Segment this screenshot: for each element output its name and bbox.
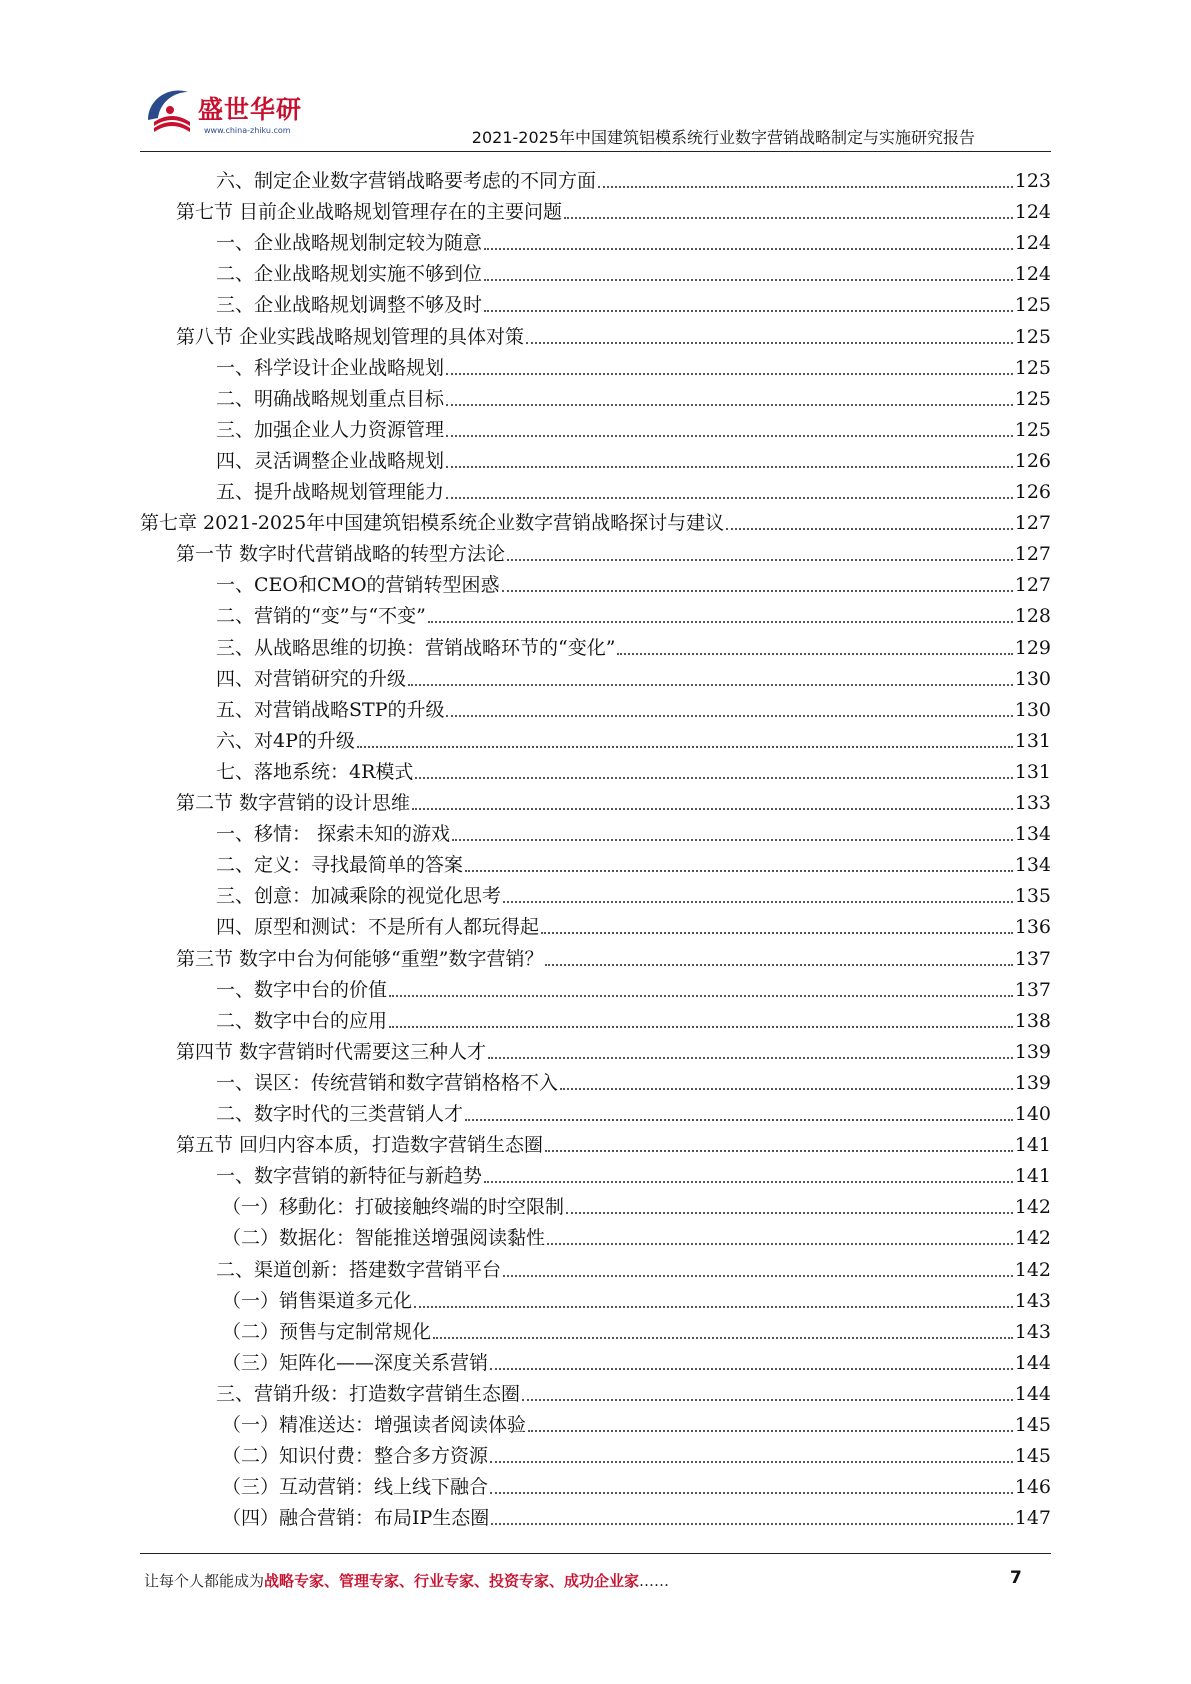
toc-entry[interactable] [216,1064,1051,1095]
toc-entry-title: （二）预售与定制常规化 [222,1320,432,1343]
dot-leader [490,1492,1013,1494]
toc-entry-page: 134 [1014,854,1051,877]
toc-entry-title: 第七节 目前企业战略规划管理存在的主要问题 [176,201,563,224]
toc-entry-title: 六、制定企业数字营销战略要考虑的不同方面 [216,170,597,192]
toc-entry-page: 138 [1014,1009,1051,1032]
toc-entry-title: （二）知识付费：整合多方资源 [222,1445,489,1468]
dot-leader [522,1399,1013,1401]
toc-entry-title: 五、对营销战略STP的升级 [216,698,445,721]
toc-entry-page: 139 [1014,1071,1051,1094]
toc-entry-title: 一、CEO和CMO的营销转型困惑 [216,574,500,597]
toc-entry-title: （一）移動化：打破接触终端的时空限制 [222,1196,565,1219]
toc-entry[interactable] [216,349,1051,380]
toc-entry-title: 七、落地系统：4R模式 [216,760,414,783]
toc-entry-page: 141 [1014,1134,1051,1157]
toc-entry-title: （二）数据化：智能推送增强阅读黏性 [222,1227,546,1250]
page-number: 7 [1010,1568,1022,1588]
dot-leader [446,715,1012,717]
toc-entry-page: 126 [1014,481,1051,503]
toc-entry[interactable] [216,255,1051,286]
toc-entry-title: （一）销售渠道多元化 [222,1289,413,1312]
toc-entry-title: 二、企业战略规划实施不够到位 [216,263,483,286]
toc-entry-page: 125 [1014,325,1051,348]
dot-leader [560,1088,1013,1090]
toc-entry-page: 125 [1014,418,1051,441]
slogan-prefix: 让每个人都能成为 [144,1572,265,1590]
dot-leader [484,248,1013,250]
dot-leader [528,1430,1013,1432]
toc-entry[interactable] [216,1157,1051,1188]
dot-leader [503,1275,1013,1277]
toc-entry[interactable] [216,380,1051,411]
dot-leader [547,1243,1013,1245]
dot-leader [357,746,1013,748]
toc-entry[interactable] [222,1437,1051,1468]
toc-entry-title: （一）精准送达：增强读者阅读体验 [222,1414,527,1436]
toc-entry-title: 二、明确战略规划重点目标 [216,387,445,410]
toc-entry[interactable] [216,971,1051,1002]
toc-entry-title: 第二节 数字营销的设计思维 [176,792,411,814]
footer-divider [140,1553,1051,1554]
dot-leader [617,653,1012,655]
toc-entry[interactable] [176,535,1051,566]
toc-entry-page: 124 [1014,201,1051,224]
toc-entry-title: 三、企业战略规划调整不够及时 [216,294,483,317]
toc-entry-page: 133 [1014,792,1051,814]
logo-url: www.china-zhiku.com [204,126,291,135]
toc-entry-page: 127 [1014,512,1051,535]
toc-entry-page: 126 [1014,449,1051,472]
toc-entry[interactable] [216,597,1051,628]
toc-entry-page: 142 [1014,1258,1051,1281]
toc-entry[interactable] [176,1033,1051,1064]
toc-entry-page: 143 [1014,1289,1051,1312]
toc-entry-page: 127 [1014,543,1051,566]
toc-entry-page: 125 [1014,387,1051,410]
dot-leader [726,528,1013,530]
toc-entry-page: 130 [1014,667,1051,690]
toc-entry-title: 第七章 2021-2025年中国建筑铝模系统企业数字营销战略探讨与建议 [140,512,725,535]
dot-leader [446,404,1013,406]
toc-entry-page: 124 [1014,232,1051,255]
dot-leader [446,435,1013,437]
toc-entry-page: 128 [1014,605,1051,628]
dot-leader [433,1337,1013,1339]
dot-leader [446,466,1013,468]
toc-entry[interactable] [216,286,1051,317]
toc-entry[interactable] [216,815,1051,846]
toc-entry-title: （四）融合营销：布局IP生态圈 [222,1507,490,1530]
toc-entry[interactable] [176,784,1051,815]
toc-entry[interactable] [216,722,1051,753]
toc-entry-page: 140 [1014,1103,1051,1125]
toc-entry-title: 四、灵活调整企业战略规划 [216,449,445,472]
toc-entry[interactable] [222,1313,1051,1344]
dot-leader [408,684,1013,686]
toc-entry-title: 六、对4P的升级 [216,729,355,752]
slogan-suffix: …… [639,1572,670,1590]
company-logo [140,80,315,150]
toc-entry-page: 127 [1014,574,1051,597]
dot-leader [490,1461,1013,1463]
dot-leader [491,1523,1012,1525]
toc-entry-page: 123 [1014,170,1051,192]
dot-leader [490,1368,1013,1370]
toc-entry-page: 142 [1014,1196,1051,1219]
toc-entry-page: 135 [1014,885,1051,908]
toc-entry[interactable] [176,940,1051,971]
toc-entry-title: 三、加强企业人力资源管理 [216,418,445,441]
toc-entry[interactable] [222,1499,1051,1530]
toc-entry[interactable] [216,660,1051,691]
toc-entry[interactable] [176,1126,1051,1157]
toc-entry[interactable] [216,224,1051,255]
toc-entry[interactable] [140,504,1051,535]
toc-entry[interactable] [222,1188,1051,1219]
toc-entry-page: 145 [1014,1445,1051,1468]
toc-entry-page: 141 [1014,1165,1051,1188]
toc-entry[interactable] [222,1282,1051,1313]
dot-leader [566,1212,1013,1214]
toc-entry-title: 二、定义：寻找最简单的答案 [216,854,464,877]
toc-entry[interactable] [176,318,1051,349]
toc-entry-title: 三、创意：加减乘除的视觉化思考 [216,885,502,908]
toc-entry-page: 137 [1014,978,1051,1001]
toc-entry-title: 第三节 数字中台为何能够“重塑”数字营销？ [176,947,544,970]
dot-leader [446,373,1013,375]
dot-leader [484,279,1013,281]
toc-entry-title: 二、渠道创新：搭建数字营销平台 [216,1258,502,1281]
dot-leader [488,1057,1013,1059]
dot-leader [507,559,1013,561]
toc-entry-title: 第一节 数字时代营销战略的转型方法论 [176,543,506,566]
toc-entry[interactable] [216,566,1051,597]
toc-entry[interactable] [222,1219,1051,1250]
toc-entry-page: 139 [1014,1040,1051,1063]
toc-entry-page: 125 [1014,294,1051,317]
toc-entry[interactable] [216,1251,1051,1282]
dot-leader [598,186,1013,188]
toc-entry-page: 145 [1014,1414,1051,1436]
toc-entry-page: 124 [1014,263,1051,286]
toc-entry-page: 137 [1014,947,1051,970]
dot-leader [446,497,1013,499]
dot-leader [484,310,1013,312]
dot-leader [502,590,1013,592]
toc-entry-title: 一、数字营销的新特征与新趋势 [216,1165,483,1188]
toc-entry[interactable] [216,411,1051,442]
dot-leader [412,808,1013,810]
toc-entry[interactable] [216,473,1051,504]
toc-entry-title: 第八节 企业实践战略规划管理的具体对策 [176,325,525,348]
toc-entry[interactable] [216,442,1051,473]
toc-entry[interactable] [216,846,1051,877]
toc-entry[interactable] [222,1406,1051,1437]
toc-entry-title: 三、从战略思维的切换：营销战略环节的“变化” [216,636,616,659]
toc-entry-page: 131 [1014,729,1051,752]
dot-leader [541,932,1013,934]
toc-entry-title: 四、对营销研究的升级 [216,667,407,690]
toc-entry[interactable] [216,629,1051,660]
logo-name: 盛世华研 [198,95,303,124]
toc-entry[interactable] [222,1344,1051,1375]
toc-entry-page: 136 [1014,916,1051,939]
book-swoosh-icon [140,80,204,144]
toc-entry-page: 129 [1014,636,1051,659]
toc-entry-title: 第五节 回归内容本质，打造数字营销生态圈 [176,1134,544,1157]
toc-entry[interactable] [176,193,1051,224]
dot-leader [414,1306,1013,1308]
dot-leader [389,995,1013,997]
toc-entry-title: 第四节 数字营销时代需要这三种人才 [176,1040,487,1063]
toc-entry-title: 一、移情： 探索未知的游戏 [216,823,451,846]
toc-entry-page: 142 [1014,1227,1051,1250]
dot-leader [465,870,1013,872]
footer-slogan [144,1570,669,1591]
toc-entry[interactable] [216,162,1051,193]
toc-entry-title: （三）矩阵化——深度关系营销 [222,1351,489,1374]
toc-entry-page: 144 [1014,1382,1051,1405]
slogan-emphasis: 战略专家、管理专家、行业专家、投资专家、成功企业家 [264,1572,640,1590]
page-header [0,0,1191,150]
toc-entry-page: 147 [1014,1507,1051,1530]
dot-leader [545,1150,1013,1152]
dot-leader [452,839,1013,841]
dot-leader [564,217,1013,219]
dot-leader [415,777,1012,779]
toc-entry-title: （三）互动营销：线上线下融合 [222,1476,489,1499]
dot-leader [389,1026,1013,1028]
dot-leader [545,964,1012,966]
toc-entry-page: 146 [1014,1476,1051,1499]
dot-leader [503,901,1013,903]
header-divider [140,151,1051,152]
toc-entry-title: 五、提升战略规划管理能力 [216,481,445,503]
toc-entry[interactable] [216,908,1051,939]
toc-entry[interactable] [216,753,1051,784]
toc-entry-page: 143 [1014,1320,1051,1343]
toc-entry-page: 130 [1014,698,1051,721]
toc-entry[interactable] [216,1095,1051,1126]
toc-entry-title: 四、原型和测试：不是所有人都玩得起 [216,916,540,939]
dot-leader [428,621,1013,623]
dot-leader [526,342,1013,344]
toc-entry[interactable] [216,691,1051,722]
dot-leader [465,1119,1013,1121]
toc-entry-title: 二、营销的“变”与“不变” [216,605,426,628]
toc-entry-title: 三、营销升级：打造数字营销生态圈 [216,1382,521,1405]
toc-entry-title: 二、数字中台的应用 [216,1009,388,1032]
toc-entry-page: 131 [1014,760,1051,783]
toc-entry-title: 一、数字中台的价值 [216,978,388,1001]
toc-entry[interactable] [216,877,1051,908]
toc-entry[interactable] [222,1468,1051,1499]
toc-entry-page: 125 [1014,356,1051,379]
toc-entry[interactable] [216,1002,1051,1033]
report-title: 2021-2025年中国建筑铝模系统行业数字营销战略制定与实施研究报告 [471,128,975,147]
dot-leader [484,1181,1013,1183]
toc-entry-page: 134 [1014,823,1051,846]
toc-entry-title: 二、数字时代的三类营销人才 [216,1103,464,1125]
toc-entry-title: 一、科学设计企业战略规划 [216,356,445,379]
toc-entry-title: 一、误区：传统营销和数字营销格格不入 [216,1071,559,1094]
toc-entry-title: 一、企业战略规划制定较为随意 [216,232,483,255]
toc-entry-page: 144 [1014,1351,1051,1374]
toc-entry[interactable] [216,1375,1051,1406]
